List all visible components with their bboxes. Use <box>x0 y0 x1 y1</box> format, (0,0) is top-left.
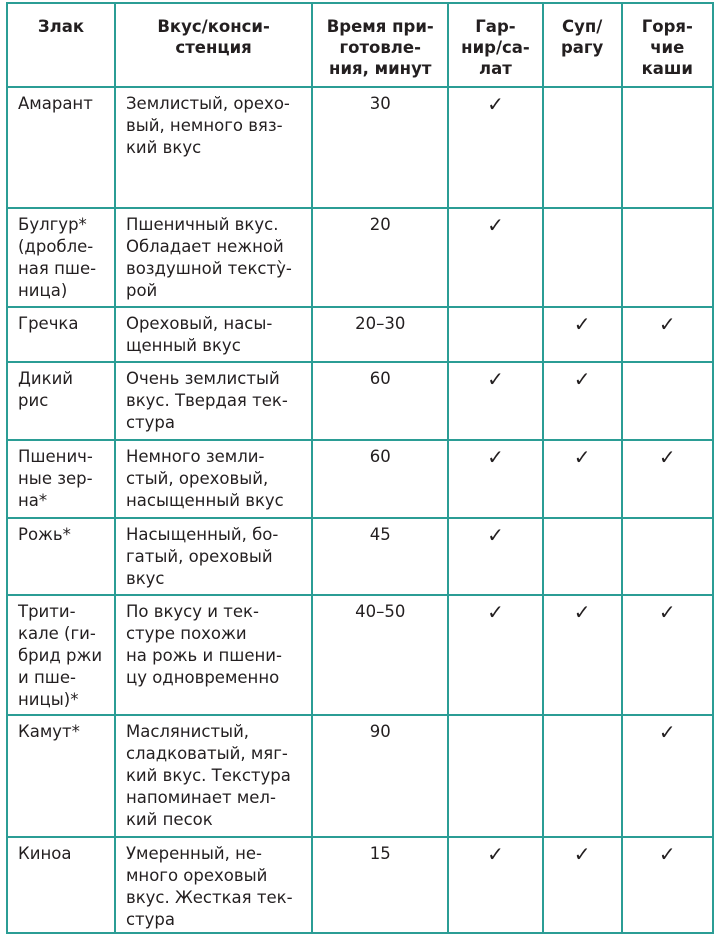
cell-flavor <box>115 87 312 208</box>
cell-grain-text: Киноа <box>18 844 72 863</box>
cell-soup <box>543 208 622 307</box>
cell-time-text: 60 <box>369 369 391 388</box>
cell-garnish <box>448 362 542 440</box>
cell-garnish <box>448 715 542 837</box>
cell-soup <box>543 362 622 440</box>
cell-flavor <box>115 362 312 440</box>
cell-porridge <box>622 518 713 595</box>
table-row <box>7 595 713 715</box>
check-mark-icon: ✓ <box>487 367 504 391</box>
header-soup: Суп/ рагу <box>543 3 622 87</box>
cell-flavor <box>115 595 312 715</box>
cell-time <box>312 837 448 933</box>
cell-time <box>312 518 448 595</box>
cell-porridge <box>622 837 713 933</box>
cell-grain <box>7 87 115 208</box>
check-mark-icon: ✓ <box>658 445 676 469</box>
cell-grain-text: Камут* <box>18 722 80 741</box>
check-mark-icon: ✓ <box>658 842 676 866</box>
cell-time-text: 30 <box>369 94 391 113</box>
cell-time-text: 90 <box>369 722 391 741</box>
cell-porridge <box>622 715 713 837</box>
check-mark-icon: ✓ <box>487 92 504 116</box>
cell-time-text: 20–30 <box>355 314 406 333</box>
cell-flavor-text: Насыщенный, бо- гатый, ореховый вкус <box>125 525 279 588</box>
check-mark-icon: ✓ <box>658 312 676 336</box>
table-row <box>7 837 713 933</box>
table-row <box>7 208 713 307</box>
cell-grain <box>7 595 115 715</box>
cell-time <box>312 715 448 837</box>
cell-flavor-text: Пшеничный вкус. Обладает нежной воздушной текстỳ- рой <box>125 215 292 300</box>
cell-grain-text: Дикий рис <box>18 369 74 410</box>
cell-soup <box>543 440 622 518</box>
cell-grain-text: Гречка <box>18 314 79 333</box>
check-mark-icon: ✓ <box>658 600 676 624</box>
cell-flavor-text: По вкусу и тек- стуре похожи на рожь и пшени- цу одновременно <box>125 602 282 687</box>
check-mark-icon: ✓ <box>573 367 591 391</box>
cell-grain <box>7 518 115 595</box>
cell-garnish <box>448 518 542 595</box>
check-mark-icon: ✓ <box>658 720 676 744</box>
cell-flavor <box>115 837 312 933</box>
table-row <box>7 87 713 208</box>
table-row <box>7 440 713 518</box>
cell-flavor-text: Маслянистый, сладковатый, мяг- кий вкус. Текстура напоминает мел- кий песок <box>125 722 291 829</box>
header-grain: Злак <box>7 3 115 87</box>
cell-time <box>312 208 448 307</box>
cell-flavor-text: Очень землистый вкус. Твердая тек- стура <box>125 369 288 432</box>
check-mark-icon: ✓ <box>573 842 591 866</box>
table-row <box>7 362 713 440</box>
cell-grain-text: Булгур* (дробле- ная пше- ница) <box>18 215 97 300</box>
grain-cooking-table <box>6 2 714 934</box>
check-mark-icon: ✓ <box>573 600 591 624</box>
cell-time <box>312 362 448 440</box>
cell-garnish <box>448 307 542 362</box>
check-mark-icon: ✓ <box>573 445 591 469</box>
cell-time <box>312 440 448 518</box>
cell-flavor-text: Ореховый, насы- щенный вкус <box>125 314 273 355</box>
cell-porridge <box>622 362 713 440</box>
check-mark-icon: ✓ <box>487 213 504 237</box>
cell-flavor <box>115 307 312 362</box>
cell-grain <box>7 362 115 440</box>
cell-grain <box>7 307 115 362</box>
cell-time <box>312 307 448 362</box>
cell-garnish <box>448 440 542 518</box>
cell-garnish <box>448 87 542 208</box>
cell-flavor <box>115 518 312 595</box>
check-mark-icon: ✓ <box>487 600 504 624</box>
table-header-row <box>7 3 713 87</box>
cell-flavor <box>115 715 312 837</box>
table-row <box>7 518 713 595</box>
cell-time-text: 45 <box>369 525 391 544</box>
check-mark-icon: ✓ <box>573 312 591 336</box>
cell-soup <box>543 87 622 208</box>
check-mark-icon: ✓ <box>487 445 504 469</box>
cell-grain <box>7 208 115 307</box>
cell-porridge <box>622 307 713 362</box>
cell-flavor-text: Умеренный, не- много ореховый вкус. Жесткая тек- стура <box>125 844 293 929</box>
cell-garnish <box>448 595 542 715</box>
cell-grain-text: Пшенич- ные зер- на* <box>18 447 93 510</box>
cell-soup <box>543 595 622 715</box>
header-garnish: Гар- нир/са- лат <box>448 3 542 87</box>
cell-garnish <box>448 208 542 307</box>
cell-porridge <box>622 595 713 715</box>
cell-time <box>312 595 448 715</box>
cell-flavor <box>115 208 312 307</box>
cell-porridge <box>622 440 713 518</box>
header-porridge: Горя- чие каши <box>622 3 713 87</box>
table-row <box>7 715 713 837</box>
header-time: Время при- готовле- ния, минут <box>312 3 448 87</box>
cell-flavor-text: Немного земли- стый, ореховый, насыщенный вкус <box>125 447 284 510</box>
cell-time-text: 60 <box>369 447 391 466</box>
cell-grain <box>7 440 115 518</box>
cell-grain <box>7 837 115 933</box>
cell-time-text: 40–50 <box>355 602 406 621</box>
cell-flavor-text: Землистый, орехо- вый, немного вяз- кий вкус <box>125 94 290 157</box>
cell-soup <box>543 715 622 837</box>
cell-soup <box>543 307 622 362</box>
table-row <box>7 307 713 362</box>
cell-flavor <box>115 440 312 518</box>
cell-soup <box>543 518 622 595</box>
cell-porridge <box>622 208 713 307</box>
cell-garnish <box>448 837 542 933</box>
cell-porridge <box>622 87 713 208</box>
cell-time-text: 15 <box>369 844 391 863</box>
cell-grain-text: Трити- кале (ги- брид ржи и пше- ницы)* <box>18 602 103 709</box>
header-flavor: Вкус/конси- стенция <box>115 3 312 87</box>
cell-soup <box>543 837 622 933</box>
cell-time <box>312 87 448 208</box>
check-mark-icon: ✓ <box>487 842 504 866</box>
cell-grain <box>7 715 115 837</box>
cell-grain-text: Рожь* <box>18 525 71 544</box>
cell-time-text: 20 <box>369 215 391 234</box>
cell-grain-text: Амарант <box>18 94 93 113</box>
check-mark-icon: ✓ <box>487 523 504 547</box>
